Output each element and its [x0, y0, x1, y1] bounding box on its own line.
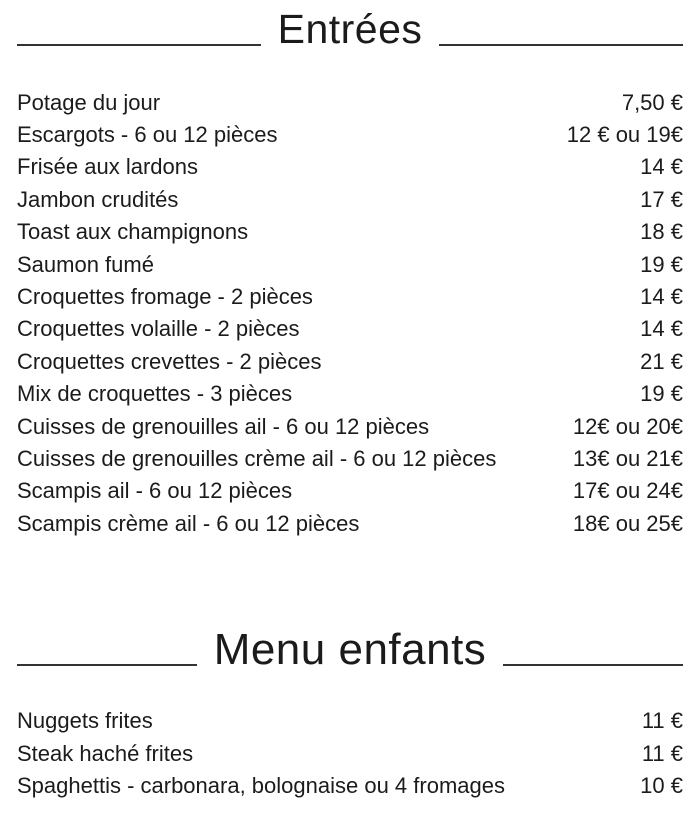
item-name: Cuisses de grenouilles crème ail - 6 ou 12 pièces	[17, 446, 497, 472]
item-price: 12 € ou 19€	[566, 121, 683, 147]
menu-item-row	[17, 151, 683, 183]
menu-section	[17, 6, 683, 540]
item-name: Nuggets frites	[17, 708, 153, 734]
menu-item-row	[17, 87, 683, 119]
item-name: Scampis crème ail - 6 ou 12 pièces	[17, 510, 360, 536]
item-price: 18€ ou 25€	[572, 510, 683, 536]
menu-item-row	[17, 443, 683, 475]
item-price: 13€ ou 21€	[572, 446, 683, 472]
menu-item-row	[17, 705, 683, 737]
header-rule-right	[439, 44, 683, 46]
item-name: Jambon crudités	[17, 186, 179, 212]
item-name: Potage du jour	[17, 89, 161, 115]
item-price: 7,50 €	[621, 89, 683, 115]
menu-item-row	[17, 249, 683, 281]
section-title: Menu enfants	[213, 625, 487, 675]
menu-item-row	[17, 508, 683, 540]
item-name: Croquettes crevettes - 2 pièces	[17, 348, 322, 374]
menu-item-row	[17, 313, 683, 345]
header-rule-right	[503, 664, 683, 666]
item-price: 11 €	[641, 708, 683, 734]
item-price: 17 €	[640, 186, 683, 212]
menu-item-row	[17, 216, 683, 248]
item-price: 19 €	[640, 251, 683, 277]
item-name: Croquettes fromage - 2 pièces	[17, 283, 313, 309]
menu-item-row	[17, 770, 683, 802]
header-rule-left	[17, 44, 261, 46]
item-name: Toast aux champignons	[17, 219, 249, 245]
item-price: 14 €	[640, 283, 683, 309]
menu-item-list	[17, 705, 683, 802]
menu-item-row	[17, 281, 683, 313]
menu-section	[17, 624, 683, 802]
section-title: Entrées	[277, 6, 423, 52]
item-name: Scampis ail - 6 ou 12 pièces	[17, 478, 293, 504]
menu-item-list	[17, 87, 683, 541]
item-name: Croquettes volaille - 2 pièces	[17, 316, 300, 342]
item-name: Spaghettis - carbonara, bolognaise ou 4 fromages	[17, 773, 505, 799]
menu-item-row	[17, 184, 683, 216]
menu-item-row	[17, 411, 683, 443]
section-header	[17, 6, 683, 54]
item-price: 14 €	[640, 154, 683, 180]
item-price: 21 €	[640, 348, 683, 374]
item-price: 10 €	[640, 773, 683, 799]
menu-item-row	[17, 346, 683, 378]
item-price: 19 €	[640, 381, 683, 407]
item-name: Frisée aux lardons	[17, 154, 198, 180]
item-price: 12€ ou 20€	[572, 413, 683, 439]
header-rule-left	[17, 664, 197, 666]
item-price: 17€ ou 24€	[572, 478, 683, 504]
item-price: 11 €	[641, 740, 683, 766]
item-name: Saumon fumé	[17, 251, 154, 277]
menu-item-row	[17, 119, 683, 151]
item-price: 18 €	[640, 219, 683, 245]
menu-item-row	[17, 738, 683, 770]
item-name: Escargots - 6 ou 12 pièces	[17, 121, 278, 147]
item-name: Mix de croquettes - 3 pièces	[17, 381, 293, 407]
item-price: 14 €	[640, 316, 683, 342]
menu-item-row	[17, 378, 683, 410]
item-name: Cuisses de grenouilles ail - 6 ou 12 pièces	[17, 413, 430, 439]
section-header	[17, 624, 683, 675]
menu-item-row	[17, 475, 683, 507]
item-name: Steak haché frites	[17, 740, 194, 766]
